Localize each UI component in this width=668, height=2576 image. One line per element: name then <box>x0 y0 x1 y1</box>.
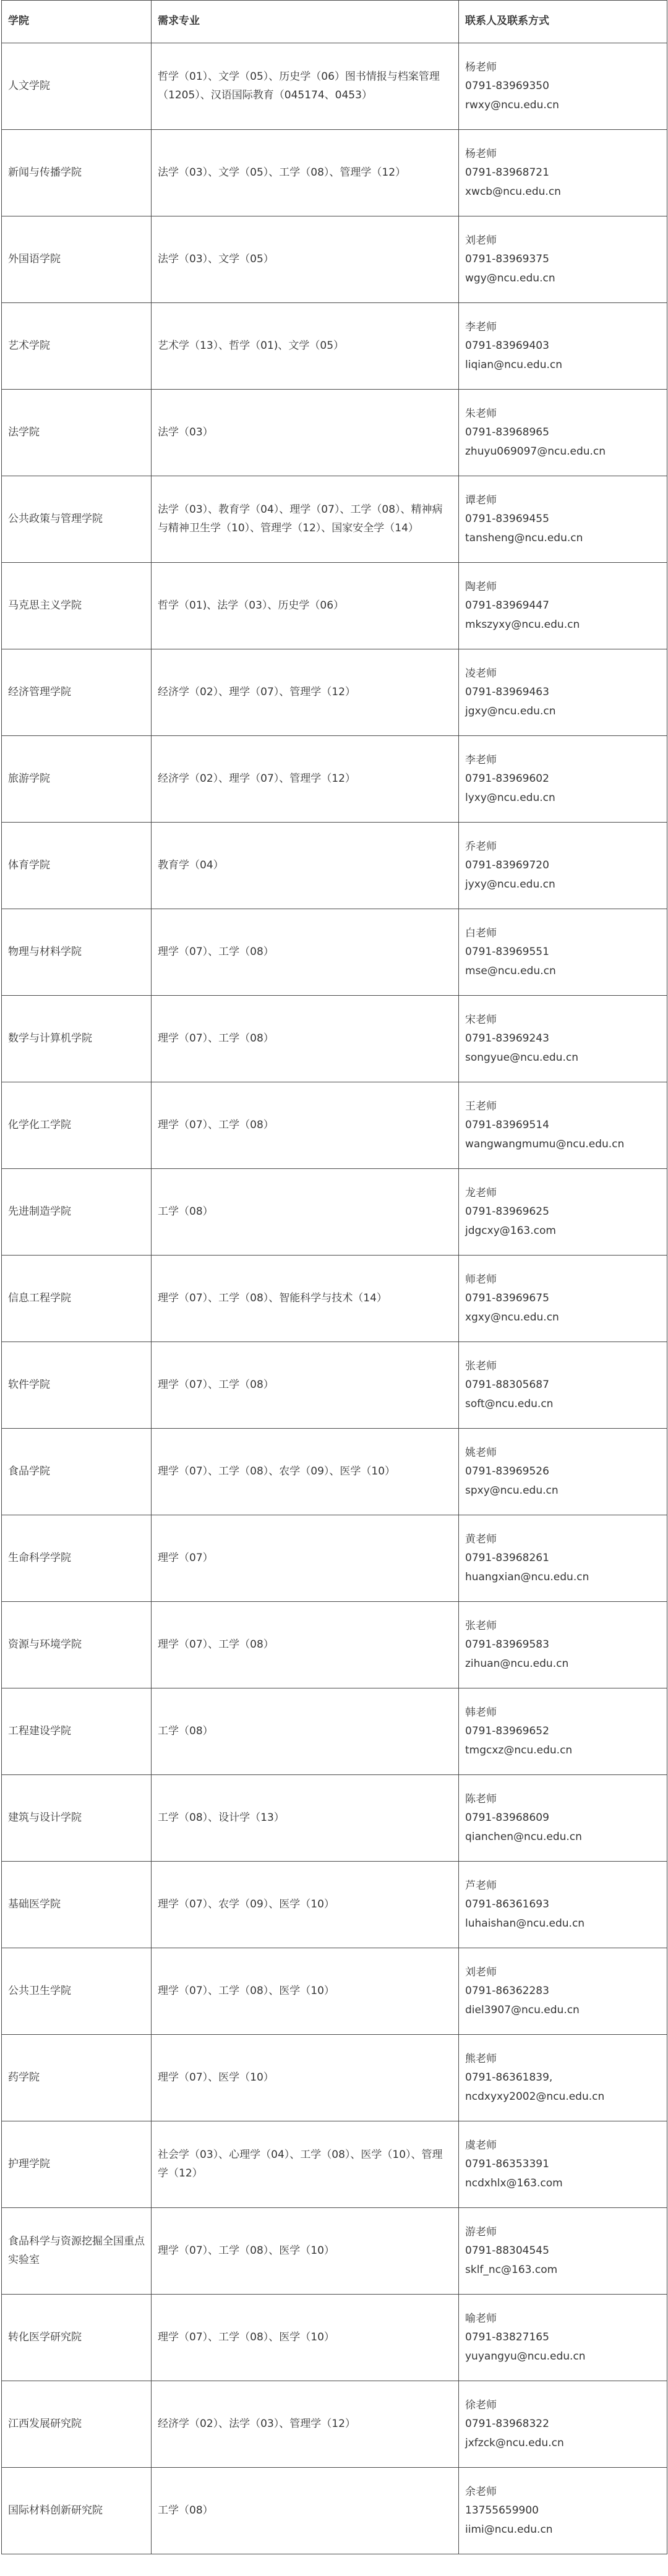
contact-cell <box>459 2381 667 2468</box>
contact-email: jyxy@ncu.edu.cn <box>465 878 555 891</box>
contact-email: jxfzck@ncu.edu.cn <box>465 2436 564 2449</box>
college-cell: 经济管理学院 <box>2 649 152 736</box>
contact-phone: 0791-88304545 <box>465 2244 549 2257</box>
contact-phone: 0791-86362283 <box>465 1985 549 1998</box>
contact-person: 李老师 <box>465 754 497 767</box>
table-row <box>2 996 667 1082</box>
contact-person: 韩老师 <box>465 1706 497 1719</box>
majors-cell: 艺术学（13）、哲学（01)、文学（05） <box>152 303 459 390</box>
contact-person: 王老师 <box>465 1100 497 1113</box>
contact-person: 乔老师 <box>465 841 497 854</box>
contact-cell <box>459 2468 667 2554</box>
college-cell: 建筑与设计学院 <box>2 1775 152 1862</box>
contact-person: 杨老师 <box>465 148 497 161</box>
contact-email: qianchen@ncu.edu.cn <box>465 1830 582 1843</box>
college-cell: 国际材料创新研究院 <box>2 2468 152 2554</box>
contact-person: 虞老师 <box>465 2139 497 2152</box>
contact-phone: 0791-83969350 <box>465 80 549 93</box>
contact-email: iimi@ncu.edu.cn <box>465 2523 553 2536</box>
contact-cell <box>459 649 667 736</box>
contact-person: 张老师 <box>465 1620 497 1633</box>
contact-cell <box>459 1775 667 1862</box>
majors-cell: 经济学（02）、理学（07）、管理学（12） <box>152 649 459 736</box>
majors-cell: 经济学（02）、理学（07）、管理学（12） <box>152 736 459 823</box>
majors-cell: 法学（03）、教育学（04）、理学（07）、工学（08）、精神病与精神卫生学（10）、管理学（12）、国家安全学（14） <box>152 476 459 563</box>
majors-cell: 社会学（03）、心理学（04）、工学（08）、医学（10）、管理学（12） <box>152 2121 459 2208</box>
contact-phone: 0791-83969403 <box>465 340 549 353</box>
contact-cell <box>459 1342 667 1429</box>
college-cell: 物理与材料学院 <box>2 909 152 996</box>
contact-person: 朱老师 <box>465 408 497 421</box>
college-cell: 数学与计算机学院 <box>2 996 152 1082</box>
contact-cell <box>459 130 667 216</box>
contact-cell <box>459 390 667 476</box>
majors-cell: 理学（07）、工学（08）、医学（10） <box>152 1948 459 2035</box>
table-row <box>2 1602 667 1688</box>
contact-phone: 0791-83968965 <box>465 426 549 439</box>
college-cell: 转化医学研究院 <box>2 2295 152 2381</box>
table-row <box>2 1256 667 1342</box>
contact-phone: 0791-83968261 <box>465 1552 549 1565</box>
contact-email: tansheng@ncu.edu.cn <box>465 531 583 544</box>
contact-email: luhaishan@ncu.edu.cn <box>465 1917 585 1930</box>
majors-cell: 理学（07）、工学（08） <box>152 909 459 996</box>
majors-cell: 教育学（04） <box>152 823 459 909</box>
contact-email: yuyangyu@ncu.edu.cn <box>465 2350 586 2363</box>
table-row <box>2 390 667 476</box>
contact-person: 张老师 <box>465 1360 497 1373</box>
contact-phone: 0791-83968322 <box>465 2418 549 2431</box>
contact-person: 李老师 <box>465 321 497 334</box>
table-row <box>2 43 667 130</box>
college-cell: 资源与环境学院 <box>2 1602 152 1688</box>
contact-cell <box>459 1862 667 1948</box>
contact-email: huangxian@ncu.edu.cn <box>465 1570 589 1583</box>
college-cell: 体育学院 <box>2 823 152 909</box>
college-cell: 食品学院 <box>2 1429 152 1515</box>
majors-cell: 理学（07）、工学（08） <box>152 1602 459 1688</box>
college-cell: 先进制造学院 <box>2 1169 152 1256</box>
contact-email: songyue@ncu.edu.cn <box>465 1051 578 1064</box>
college-cell: 工程建设学院 <box>2 1688 152 1775</box>
majors-cell: 理学（07）、工学（08） <box>152 1082 459 1169</box>
majors-cell: 工学（08）、设计学（13） <box>152 1775 459 1862</box>
contact-cell <box>459 476 667 563</box>
contact-person: 宋老师 <box>465 1014 497 1027</box>
table-row <box>2 2468 667 2554</box>
table-row <box>2 1688 667 1775</box>
contact-email: jdgcxy@163.com <box>465 1224 556 1237</box>
table-row <box>2 216 667 303</box>
contact-email: wgy@ncu.edu.cn <box>465 272 555 285</box>
contact-email: wangwangmumu@ncu.edu.cn <box>465 1137 625 1150</box>
majors-cell: 法学（03）、文学（05） <box>152 216 459 303</box>
contact-person: 余老师 <box>465 2486 497 2499</box>
contact-email: mse@ncu.edu.cn <box>465 964 556 977</box>
table-row <box>2 2381 667 2468</box>
contact-person: 黄老师 <box>465 1533 497 1546</box>
college-cell: 食品科学与资源挖掘全国重点实验室 <box>2 2208 152 2295</box>
contact-phone: 0791-83969447 <box>465 599 549 612</box>
table-row <box>2 909 667 996</box>
contact-phone: 0791-83969720 <box>465 859 549 872</box>
majors-cell: 理学（07）、工学（08）、医学（10） <box>152 2295 459 2381</box>
contact-cell <box>459 1429 667 1515</box>
contact-person: 龙老师 <box>465 1187 497 1200</box>
college-cell: 外国语学院 <box>2 216 152 303</box>
contact-cell <box>459 2035 667 2121</box>
college-cell: 公共卫生学院 <box>2 1948 152 2035</box>
header-row <box>2 1 667 43</box>
college-cell: 软件学院 <box>2 1342 152 1429</box>
contact-phone: 0791-86361839, <box>465 2071 553 2084</box>
majors-cell: 理学（07）、工学（08）、医学（10） <box>152 2208 459 2295</box>
majors-cell: 法学（03） <box>152 390 459 476</box>
contact-phone: 0791-86353391 <box>465 2158 549 2171</box>
table-body <box>2 43 667 2554</box>
majors-cell: 理学（07）、医学（10） <box>152 2035 459 2121</box>
contact-email: spxy@ncu.edu.cn <box>465 1484 559 1497</box>
college-cell: 化学化工学院 <box>2 1082 152 1169</box>
contact-cell <box>459 2121 667 2208</box>
contact-email: xwcb@ncu.edu.cn <box>465 185 561 198</box>
college-cell: 江西发展研究院 <box>2 2381 152 2468</box>
contact-cell <box>459 216 667 303</box>
contact-person: 凌老师 <box>465 667 497 680</box>
majors-cell: 哲学（01）、文学（05）、历史学（06）图书情报与档案管理（1205）、汉语国际教育（045174、0453） <box>152 43 459 130</box>
majors-cell: 工学（08） <box>152 2468 459 2554</box>
table-header <box>2 1 667 43</box>
contact-phone: 13755659900 <box>465 2504 539 2517</box>
college-cell: 信息工程学院 <box>2 1256 152 1342</box>
contact-phone: 0791-83969455 <box>465 513 549 526</box>
contact-email: diel3907@ncu.edu.cn <box>465 2003 580 2016</box>
majors-cell: 工学（08） <box>152 1688 459 1775</box>
table-row <box>2 2208 667 2295</box>
contact-phone: 0791-83969602 <box>465 772 549 785</box>
majors-cell: 理学（07）、工学（08） <box>152 996 459 1082</box>
college-cell: 护理学院 <box>2 2121 152 2208</box>
majors-cell: 理学（07）、农学（09）、医学（10） <box>152 1862 459 1948</box>
contact-phone: 0791-83969652 <box>465 1725 549 1738</box>
contact-cell <box>459 1082 667 1169</box>
majors-cell: 理学（07）、工学（08） <box>152 1342 459 1429</box>
table-row <box>2 2121 667 2208</box>
contact-phone: 0791-83969583 <box>465 1638 549 1651</box>
college-cell: 公共政策与管理学院 <box>2 476 152 563</box>
contact-email: ncdxyxy2002@ncu.edu.cn <box>465 2090 605 2103</box>
contact-person: 刘老师 <box>465 234 497 247</box>
contact-cell <box>459 43 667 130</box>
table-row <box>2 2295 667 2381</box>
table-row <box>2 303 667 390</box>
contact-cell <box>459 1515 667 1602</box>
college-cell: 药学院 <box>2 2035 152 2121</box>
contact-phone: 0791-83969243 <box>465 1032 549 1045</box>
table-row <box>2 563 667 649</box>
contact-person: 杨老师 <box>465 61 497 74</box>
contact-cell <box>459 1948 667 2035</box>
table-row <box>2 1082 667 1169</box>
recruitment-contact-table <box>1 0 667 2554</box>
contact-cell <box>459 1602 667 1688</box>
header-contact: 联系人及联系方式 <box>459 1 667 43</box>
contact-phone: 0791-83969675 <box>465 1292 549 1305</box>
contact-email: liqian@ncu.edu.cn <box>465 358 563 371</box>
college-cell: 基础医学院 <box>2 1862 152 1948</box>
college-cell: 艺术学院 <box>2 303 152 390</box>
college-cell: 生命科学学院 <box>2 1515 152 1602</box>
contact-phone: 0791-83969551 <box>465 946 549 959</box>
table-row <box>2 2035 667 2121</box>
contact-cell <box>459 1256 667 1342</box>
contact-email: ncdxhlx@163.com <box>465 2176 563 2189</box>
contact-cell <box>459 823 667 909</box>
contact-person: 谭老师 <box>465 494 497 507</box>
contact-cell <box>459 303 667 390</box>
college-cell: 马克思主义学院 <box>2 563 152 649</box>
table-row <box>2 476 667 563</box>
contact-email: sklf_nc@163.com <box>465 2263 558 2276</box>
contact-cell <box>459 2295 667 2381</box>
contact-email: zihuan@ncu.edu.cn <box>465 1657 569 1670</box>
contact-person: 白老师 <box>465 927 497 940</box>
header-majors: 需求专业 <box>152 1 459 43</box>
college-cell: 新闻与传播学院 <box>2 130 152 216</box>
contact-cell <box>459 909 667 996</box>
contact-phone: 0791-83968721 <box>465 166 549 179</box>
contact-person: 徐老师 <box>465 2399 497 2412</box>
table-row <box>2 736 667 823</box>
contact-email: lyxy@ncu.edu.cn <box>465 791 555 804</box>
majors-cell: 理学（07）、工学（08）、智能科学与技术（14） <box>152 1256 459 1342</box>
table-row <box>2 1948 667 2035</box>
contact-email: soft@ncu.edu.cn <box>465 1397 554 1410</box>
table-row <box>2 1515 667 1602</box>
contact-person: 喻老师 <box>465 2313 497 2326</box>
contact-cell <box>459 1688 667 1775</box>
contact-email: mkszyxy@ncu.edu.cn <box>465 618 580 631</box>
majors-cell: 经济学（02）、法学（03）、管理学（12） <box>152 2381 459 2468</box>
contact-phone: 0791-83969375 <box>465 253 549 266</box>
college-cell: 旅游学院 <box>2 736 152 823</box>
contact-person: 熊老师 <box>465 2053 497 2066</box>
majors-cell: 理学（07）、工学（08）、农学（09）、医学（10） <box>152 1429 459 1515</box>
table-row <box>2 1429 667 1515</box>
contact-phone: 0791-86361693 <box>465 1898 549 1911</box>
contact-cell <box>459 1169 667 1256</box>
contact-cell <box>459 2208 667 2295</box>
contact-email: rwxy@ncu.edu.cn <box>465 98 559 111</box>
contact-cell <box>459 736 667 823</box>
table-row <box>2 1862 667 1948</box>
contact-person: 陶老师 <box>465 581 497 594</box>
contact-phone: 0791-83969514 <box>465 1119 549 1132</box>
table-row <box>2 649 667 736</box>
college-cell: 法学院 <box>2 390 152 476</box>
contact-person: 姚老师 <box>465 1447 497 1460</box>
majors-cell: 工学（08） <box>152 1169 459 1256</box>
contact-person: 师老师 <box>465 1273 497 1286</box>
contact-phone: 0791-83969625 <box>465 1205 549 1218</box>
header-college: 学院 <box>2 1 152 43</box>
majors-cell: 法学（03）、文学（05）、工学（08）、管理学（12） <box>152 130 459 216</box>
majors-cell: 哲学（01)、法学（03）、历史学（06） <box>152 563 459 649</box>
table-row <box>2 130 667 216</box>
contact-person: 芦老师 <box>465 1880 497 1893</box>
table-row <box>2 1342 667 1429</box>
contact-phone: 0791-83969526 <box>465 1465 549 1478</box>
contact-cell <box>459 563 667 649</box>
contact-phone: 0791-83968609 <box>465 1812 549 1825</box>
majors-cell: 理学（07） <box>152 1515 459 1602</box>
contact-phone: 0791-83969463 <box>465 686 549 699</box>
contact-email: tmgcxz@ncu.edu.cn <box>465 1744 573 1757</box>
contact-person: 陈老师 <box>465 1793 497 1806</box>
contact-cell <box>459 996 667 1082</box>
contact-email: xgxy@ncu.edu.cn <box>465 1311 559 1324</box>
table-row <box>2 1169 667 1256</box>
contact-email: jgxy@ncu.edu.cn <box>465 704 556 717</box>
contact-email: zhuyu069097@ncu.edu.cn <box>465 445 606 458</box>
contact-person: 刘老师 <box>465 1966 497 1979</box>
table-row <box>2 1775 667 1862</box>
table-row <box>2 823 667 909</box>
contact-phone: 0791-88305687 <box>465 1379 549 1392</box>
contact-phone: 0791-83827165 <box>465 2331 549 2344</box>
contact-person: 游老师 <box>465 2226 497 2239</box>
college-cell: 人文学院 <box>2 43 152 130</box>
